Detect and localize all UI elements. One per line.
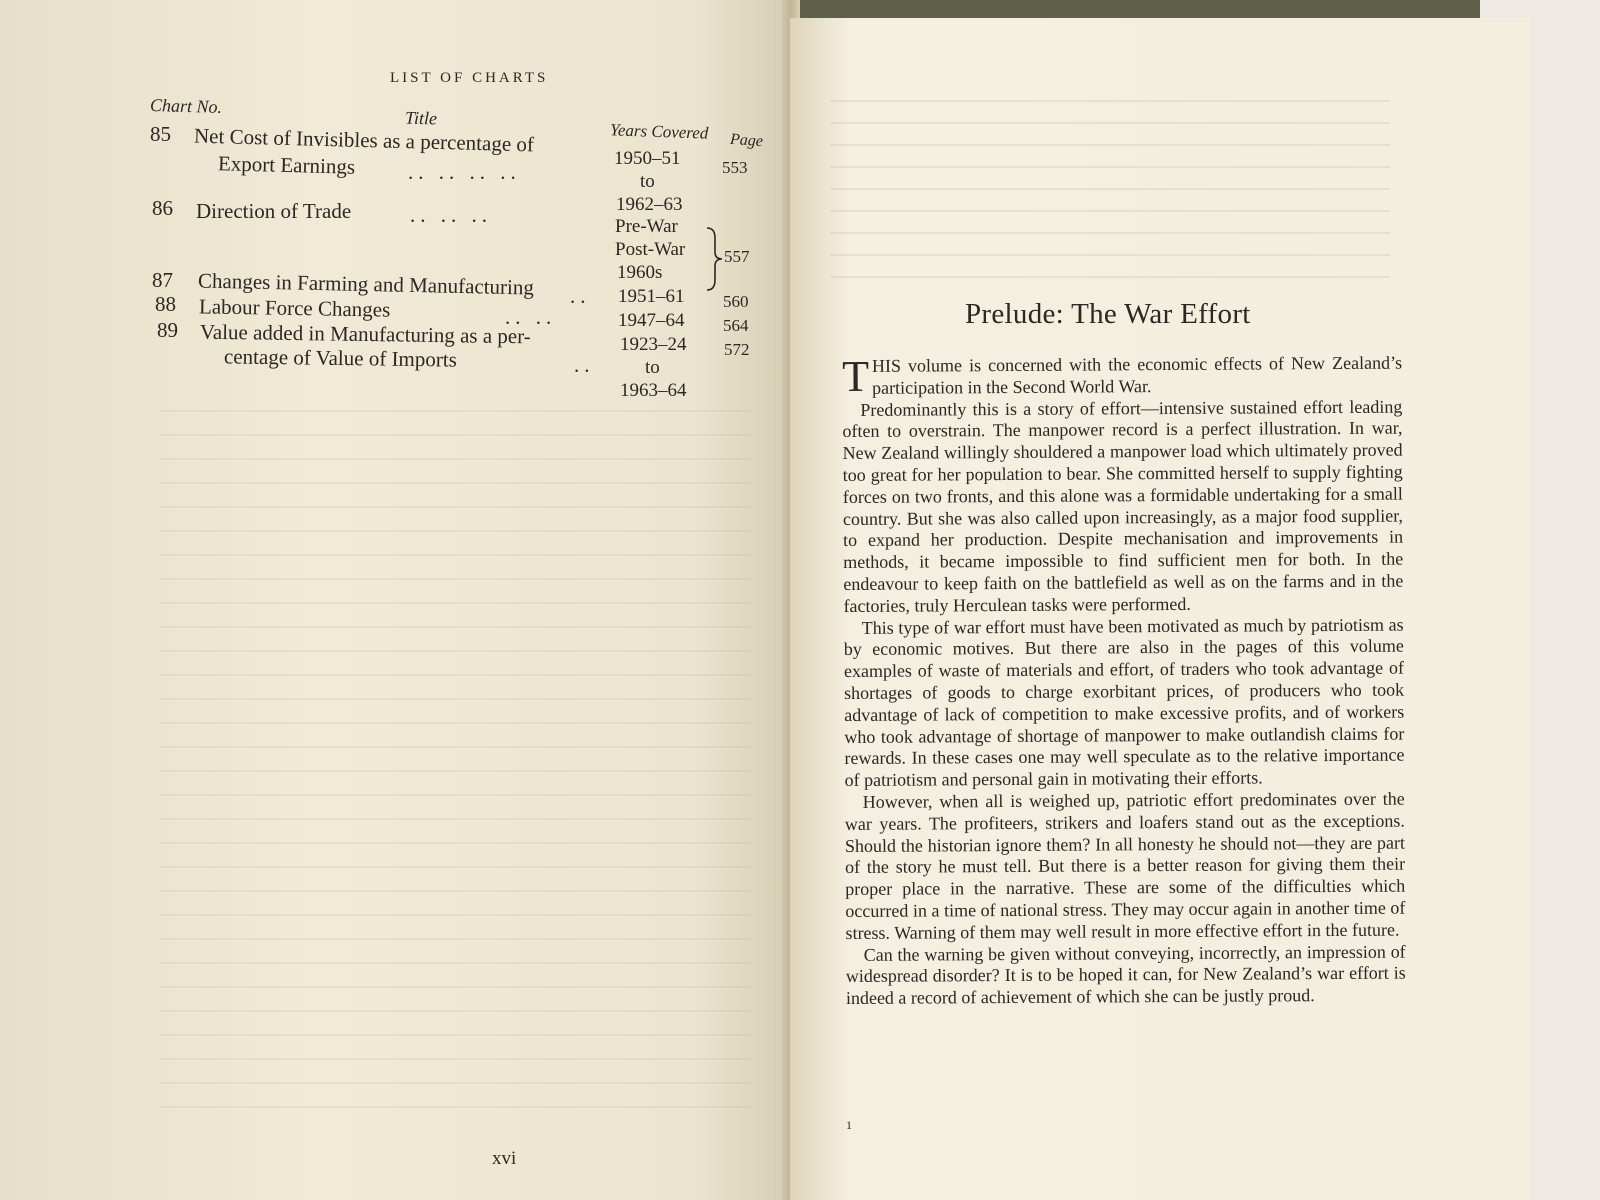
years-covered: Pre-War: [615, 216, 678, 237]
running-head: LIST OF CHARTS: [390, 70, 549, 86]
years-covered: to: [645, 357, 660, 378]
header-title: Title: [404, 107, 438, 129]
page-number-right: 1: [846, 1118, 852, 1132]
chart-number: 85: [150, 122, 171, 146]
dot-leaders: .. ..: [505, 305, 557, 329]
chart-title-line: Value added in Manufacturing as a per-: [199, 319, 531, 349]
page-number-left: xvi: [492, 1148, 517, 1169]
dot-leaders: ..: [570, 284, 591, 308]
dot-leaders: .. .. ..: [410, 203, 492, 227]
page-ref: 572: [724, 340, 750, 359]
years-covered: 1963–64: [620, 380, 687, 401]
paragraph-5: Can the warning be given without conveying, incorrectly, an impression of widespread disorder? It is to be hoped it can, for New Zealand’s war effort is indeed a record of achievement of which she can be justly proud.: [845, 941, 1406, 1009]
years-covered: 1951–61: [618, 286, 685, 307]
header-chart-no: Chart No.: [149, 95, 223, 117]
years-covered: to: [640, 171, 655, 192]
chapter-body: [842, 353, 1406, 1010]
chart-title-line: Changes in Farming and Manufacturing: [197, 268, 535, 300]
chart-number: 89: [157, 318, 178, 342]
chart-number: 86: [152, 196, 173, 220]
paragraph-3: This type of war effort must have been motivated as much by patriotism as by economic motives. But there are also in the pages of this volume examples of waste of materials and effort, of traders who took advantage of shortages of goods to charge exorbitant prices, of producers who took advantage of lack of competition to make excessive profits, and of workers who took advantage of shortage of manpower to make outlandish claims for rewards. In these cases one may well speculate as to the relative importance of patriotism and personal gain in motivating their efforts.: [843, 614, 1405, 791]
dot-leaders: .. .. .. ..: [408, 160, 521, 184]
brace-icon: [705, 226, 725, 292]
header-page: Page: [729, 130, 764, 151]
years-covered: 1923–24: [620, 334, 687, 355]
left-page: [0, 0, 790, 1200]
years-covered: Post-War: [615, 239, 686, 260]
show-through-text: [160, 410, 750, 1130]
page-ref: 560: [723, 292, 749, 311]
drop-cap: T: [841, 351, 870, 401]
show-through-text: [830, 100, 1390, 280]
chart-number: 87: [152, 268, 173, 292]
years-covered: 1947–64: [618, 310, 685, 331]
chapter-title: Prelude: The War Effort: [965, 298, 1251, 330]
paragraph-2: Predominantly this is a story of effort—intensive sustained effort leading often to overstrain. The manpower record is a perfect illustration. In war, New Zealand willingly shouldered a manpower load which ultimately proved too great for her population to bear. She committed herself to supply fighting forces on two fronts, and this alone was a formidable undertaking for a small country. But she was also called upon increasingly, as a major food supplier, to expand her production. Despite mechanisation and improvements in methods, it became impossible to find sufficient men for both. In the endeavour to keep faith on the battlefield as well as on the farms and in the factories, truly Herculean tasks were performed.: [842, 396, 1404, 616]
dot-leaders: ..: [574, 353, 595, 377]
chart-title-line: Labour Force Changes: [198, 294, 391, 322]
paragraph-1: [842, 353, 1402, 400]
header-years-covered: Years Covered: [609, 120, 709, 143]
page-ref: 557: [724, 247, 750, 266]
chart-title-line: centage of Value of Imports: [223, 344, 458, 372]
chart-title-line: Net Cost of Invisibles as a percentage of: [193, 123, 535, 157]
years-covered: 1950–51: [614, 148, 681, 169]
chart-title-line: Export Earnings: [217, 151, 356, 179]
chart-number: 88: [155, 292, 176, 316]
page-ref: 564: [723, 316, 749, 335]
paragraph-4: However, when all is weighed up, patriotic effort predominates over the war years. The profiteers, strikers and loafers stand out as the exceptions. Should the historian ignore them? In all honesty he should not—they are part of the story he must tell. But there is a better reason for giving them their proper place in the narrative. These are some of the difficulties which occurred in a time of national stress. They may occur again in another time of stress. Warning of them may well result in more effective effort in the future.: [844, 788, 1406, 943]
years-covered: 1962–63: [616, 194, 683, 215]
years-covered: 1960s: [617, 262, 663, 283]
chart-title-line: Direction of Trade: [196, 199, 352, 223]
paragraph-1-text: HIS volume is concerned with the economic effects of New Zealand’s participation in the Second World War.: [871, 352, 1403, 398]
page-ref: 553: [722, 158, 748, 177]
